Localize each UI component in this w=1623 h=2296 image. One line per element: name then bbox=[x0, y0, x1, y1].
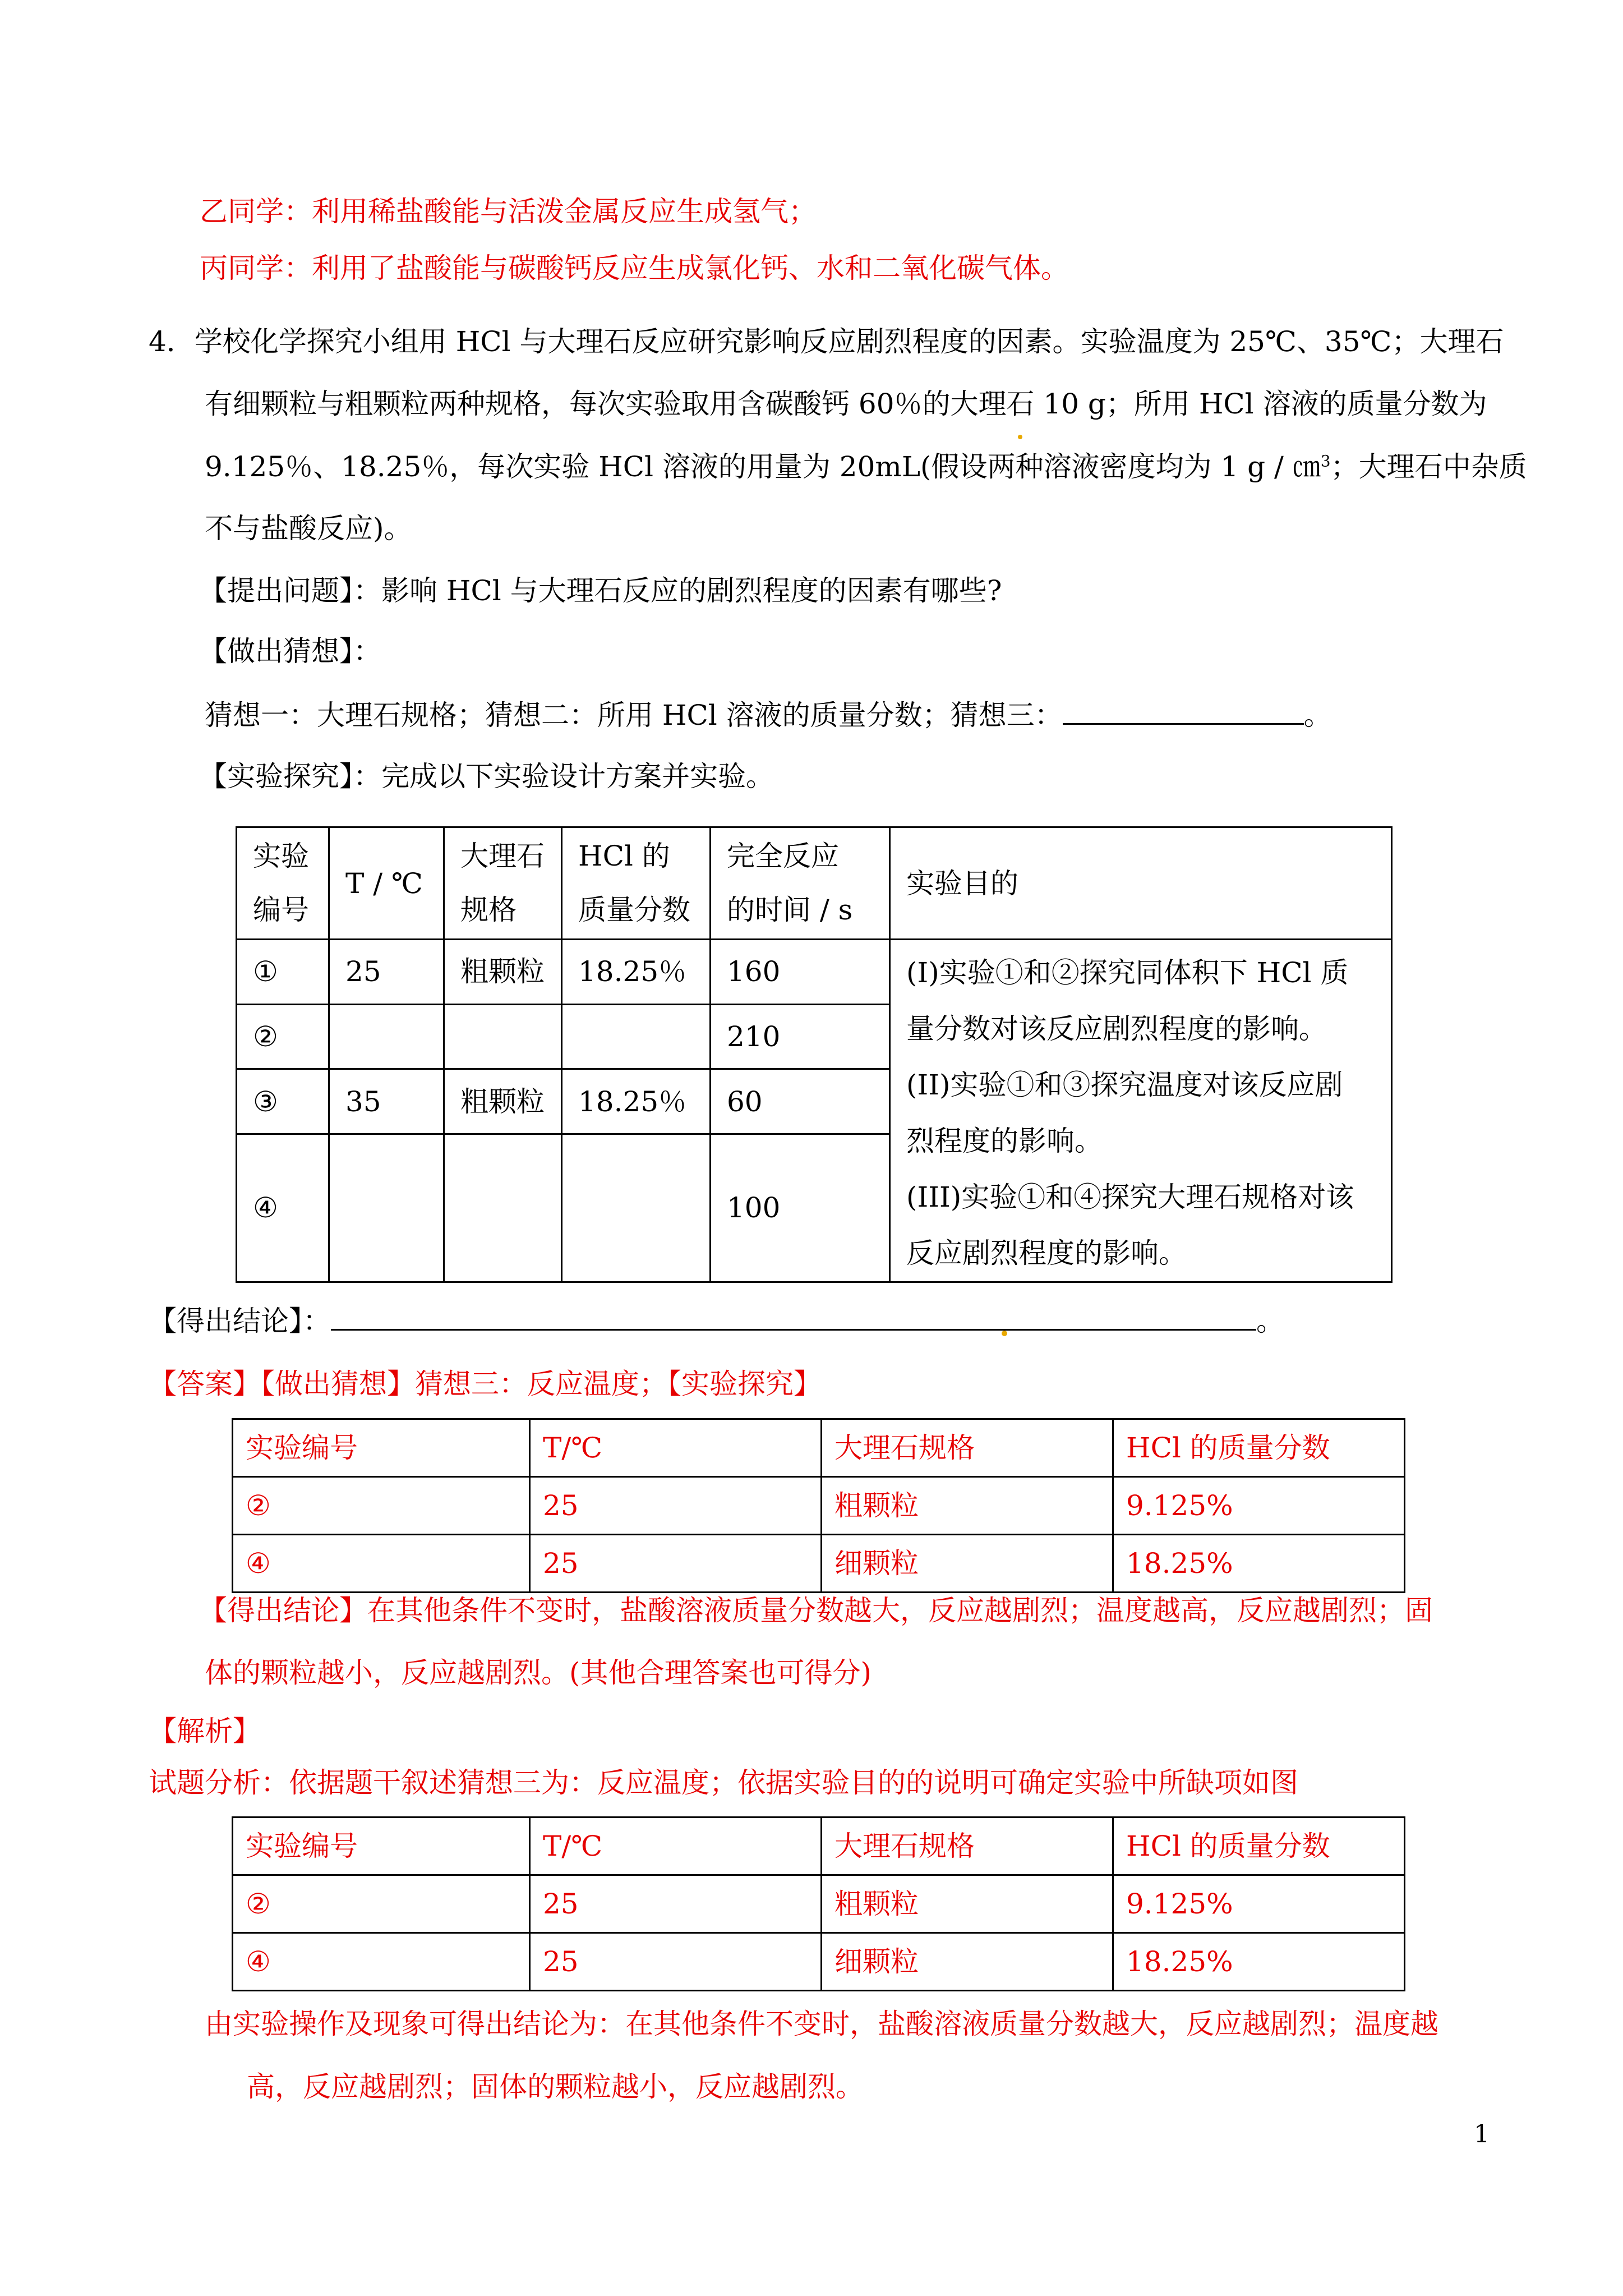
analysis-header-cell: HCl 的质量分数 bbox=[1113, 1818, 1405, 1875]
analysis-cell: 25 bbox=[530, 1875, 822, 1933]
page-number: 1 bbox=[1474, 2120, 1490, 2148]
question-line-3b: ；大理石中杂质 bbox=[1330, 450, 1527, 483]
analysis-table bbox=[232, 1816, 1405, 1991]
answer-header-cell: 大理石规格 bbox=[822, 1419, 1113, 1477]
answer-cell: 9.125% bbox=[1113, 1477, 1405, 1535]
cell-temp: 25 bbox=[329, 940, 444, 1005]
cell-time: 160 bbox=[711, 940, 890, 1005]
cell-no: ① bbox=[237, 940, 329, 1005]
cell-no: ④ bbox=[237, 1134, 329, 1282]
table-row bbox=[233, 1875, 1405, 1933]
cell-size-blank[interactable] bbox=[444, 1004, 562, 1069]
header-purpose: 实验目的 bbox=[890, 827, 1392, 940]
analysis-heading: 【解析】 bbox=[149, 1715, 261, 1747]
cell-time: 210 bbox=[711, 1004, 890, 1069]
analysis-header-cell: T/℃ bbox=[530, 1818, 822, 1875]
purpose-line: (III)实验①和④探究大理石规格对该 bbox=[906, 1181, 1354, 1213]
table-row bbox=[233, 1477, 1405, 1535]
analysis-header-cell: 大理石规格 bbox=[822, 1818, 1113, 1875]
question-line-3 bbox=[205, 450, 1527, 484]
ask-question: 【提出问题】：影响 HCl 与大理石反应的剧烈程度的因素有哪些? bbox=[199, 574, 1002, 607]
purpose-line: 量分数对该反应剧烈程度的影响。 bbox=[906, 1013, 1327, 1045]
analysis-final-1: 由实验操作及现象可得出结论为：在其他条件不变时，盐酸溶液质量分数越大，反应越剧烈；温度越 bbox=[205, 2008, 1438, 2040]
purpose-line: (I)实验①和②探究同体积下 HCl 质 bbox=[906, 956, 1349, 989]
cell-temp-blank[interactable] bbox=[329, 1004, 444, 1069]
header-temp: T / ℃ bbox=[329, 827, 444, 940]
stray-dot bbox=[1018, 435, 1022, 439]
conclusion-heading: 【得出结论】： bbox=[149, 1305, 331, 1337]
analysis-cell: 细颗粒 bbox=[822, 1933, 1113, 1991]
analysis-line-1: 试题分析：依据题干叙述猜想三为：反应温度；依据实验目的的说明可确定实验中所缺项如图 bbox=[149, 1766, 1298, 1799]
cell-size-blank[interactable] bbox=[444, 1134, 562, 1282]
answer-table-header bbox=[233, 1419, 1405, 1477]
cell-conc: 18.25％ bbox=[562, 1069, 711, 1134]
answer-cell: 25 bbox=[530, 1477, 822, 1535]
experiment-table bbox=[236, 826, 1393, 1283]
header-marble-size: 大理石 规格 bbox=[444, 827, 562, 940]
table-row bbox=[233, 1535, 1405, 1593]
answer-cell: ④ bbox=[233, 1535, 530, 1593]
purpose-line: (II)实验①和③探究温度对该反应剧 bbox=[906, 1069, 1343, 1101]
answer-table bbox=[232, 1418, 1405, 1593]
cell-time: 60 bbox=[711, 1069, 890, 1134]
cell-size: 粗颗粒 bbox=[444, 1069, 562, 1134]
purpose-line: 烈程度的影响。 bbox=[906, 1125, 1103, 1157]
cell-conc: 18.25％ bbox=[562, 940, 711, 1005]
cell-conc-blank[interactable] bbox=[562, 1134, 711, 1282]
conclusion-blank[interactable] bbox=[331, 1306, 1256, 1331]
answer-header-cell: HCl 的质量分数 bbox=[1113, 1419, 1405, 1477]
conclusion-line bbox=[149, 1304, 1284, 1338]
analysis-cell: ② bbox=[233, 1875, 530, 1933]
purpose-line: 反应剧烈程度的影响。 bbox=[906, 1237, 1187, 1269]
answer-heading: 【答案】【做出猜想】猜想三：反应温度；【实验探究】 bbox=[149, 1368, 822, 1400]
cell-no: ③ bbox=[237, 1069, 329, 1134]
analysis-final-2: 高，反应越剧烈；固体的颗粒越小，反应越剧烈。 bbox=[247, 2070, 864, 2103]
question-line-4: 不与盐酸反应)。 bbox=[205, 512, 412, 545]
purpose-cell bbox=[890, 940, 1392, 1282]
guess-line bbox=[205, 698, 1332, 732]
analysis-cell: 25 bbox=[530, 1933, 822, 1991]
answer-header-cell: T/℃ bbox=[530, 1419, 822, 1477]
header-hcl-conc: HCl 的 质量分数 bbox=[562, 827, 711, 940]
cell-conc-blank[interactable] bbox=[562, 1004, 711, 1069]
analysis-header-cell: 实验编号 bbox=[233, 1818, 530, 1875]
stray-dot bbox=[1002, 1331, 1007, 1336]
analysis-cell: 粗颗粒 bbox=[822, 1875, 1113, 1933]
intro-bing: 丙同学：利用了盐酸能与碳酸钙反应生成氯化钙、水和二氧化碳气体。 bbox=[200, 252, 1069, 284]
answer-conclusion-1: 【得出结论】在其他条件不变时，盐酸溶液质量分数越大，反应越剧烈；温度越高，反应越剧烈；固 bbox=[199, 1594, 1433, 1627]
answer-cell: 25 bbox=[530, 1535, 822, 1593]
guess-heading: 【做出猜想】： bbox=[199, 635, 381, 668]
answer-cell: 18.25% bbox=[1113, 1535, 1405, 1593]
answer-cell: ② bbox=[233, 1477, 530, 1535]
answer-conclusion-2: 体的颗粒越小，反应越剧烈。(其他合理答案也可得分) bbox=[205, 1657, 872, 1689]
experiment-table-header bbox=[237, 827, 1392, 940]
answer-header-cell: 实验编号 bbox=[233, 1419, 530, 1477]
question-line-3-sup: 3 bbox=[1320, 452, 1331, 471]
cell-temp-blank[interactable] bbox=[329, 1134, 444, 1282]
header-reaction-time: 完全反应 的时间 / s bbox=[711, 827, 890, 940]
cell-temp: 35 bbox=[329, 1069, 444, 1134]
analysis-cell: 18.25% bbox=[1113, 1933, 1405, 1991]
analysis-cell: ④ bbox=[233, 1933, 530, 1991]
question-line-2: 有细颗粒与粗颗粒两种规格，每次实验取用含碳酸钙 60％的大理石 10 g；所用 HCl 溶液的质量分数为 bbox=[205, 388, 1487, 420]
explore-heading: 【实验探究】：完成以下实验设计方案并实验。 bbox=[199, 760, 774, 793]
conclusion-end: 。 bbox=[1256, 1305, 1284, 1337]
guess-blank[interactable] bbox=[1063, 701, 1304, 725]
intro-yi: 乙同学：利用稀盐酸能与活泼金属反应生成氢气； bbox=[200, 195, 817, 228]
answer-cell: 细颗粒 bbox=[822, 1535, 1113, 1593]
table-row bbox=[237, 940, 1392, 1005]
analysis-table-header bbox=[233, 1818, 1405, 1875]
cell-no: ② bbox=[237, 1004, 329, 1069]
guess-text: 猜想一：大理石规格；猜想二：所用 HCl 溶液的质量分数；猜想三： bbox=[205, 699, 1063, 731]
header-exp-no: 实验 编号 bbox=[237, 827, 329, 940]
answer-cell: 粗颗粒 bbox=[822, 1477, 1113, 1535]
guess-end: 。 bbox=[1303, 699, 1332, 731]
cell-time: 100 bbox=[711, 1134, 890, 1282]
cell-size: 粗颗粒 bbox=[444, 940, 562, 1005]
analysis-cell: 9.125% bbox=[1113, 1875, 1405, 1933]
question-line-1: 4．学校化学探究小组用 HCl 与大理石反应研究影响反应剧烈程度的因素。实验温度为 25℃、35℃；大理石 bbox=[149, 325, 1504, 358]
table-row bbox=[233, 1933, 1405, 1991]
question-line-3a: 9.125％、18.25％，每次实验 HCl 溶液的用量为 20mL(假设两种溶液密度均为 1 g / ㎝ bbox=[205, 450, 1321, 483]
